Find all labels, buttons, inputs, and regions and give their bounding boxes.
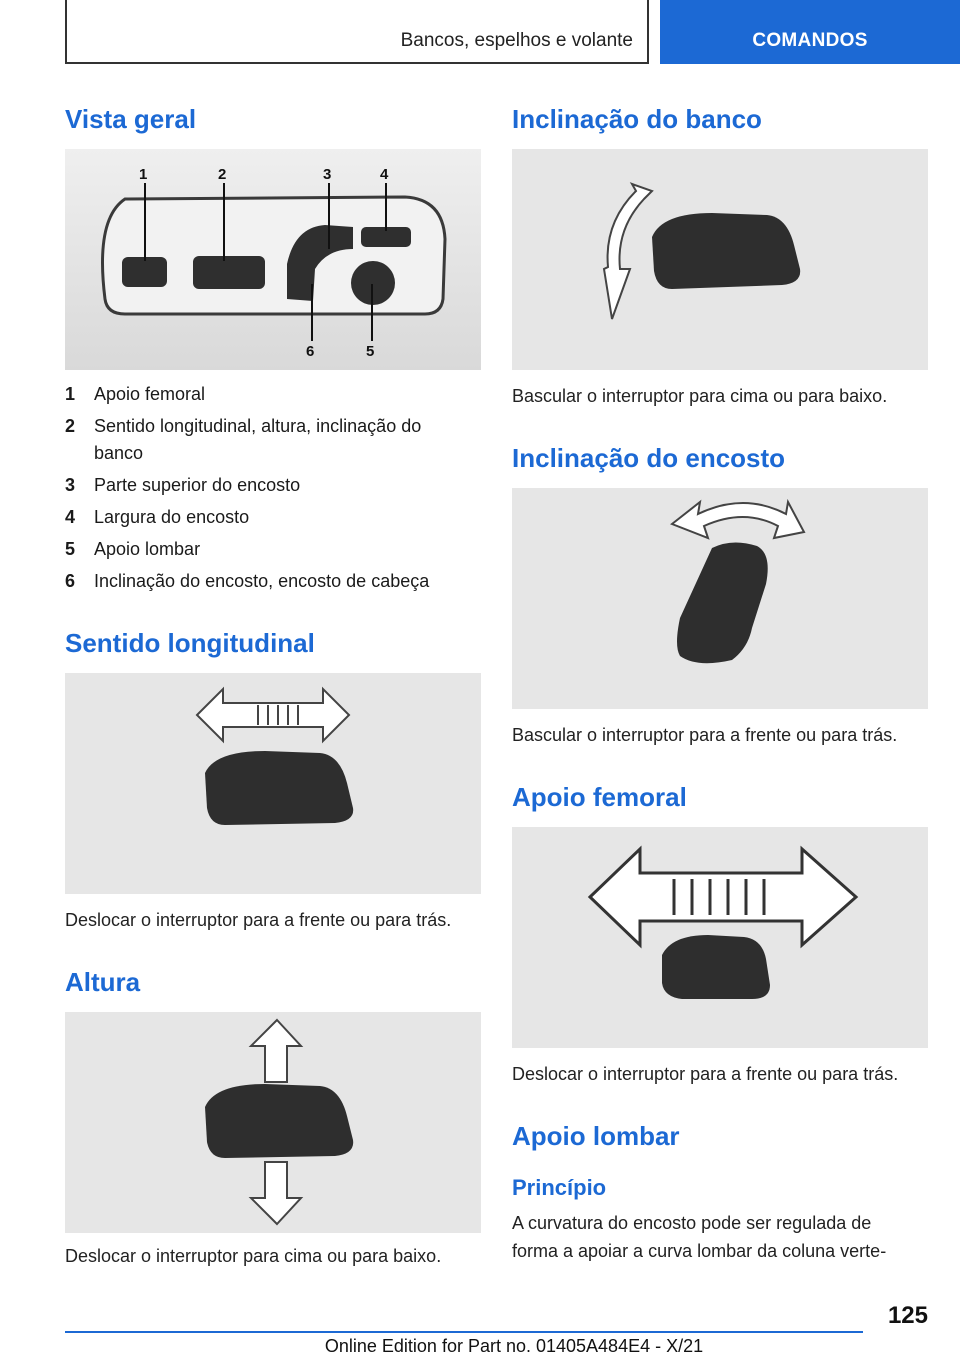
callout-5: 5 <box>366 343 375 360</box>
heading-height: Altura <box>65 967 141 997</box>
caption-height: Deslocar o interruptor para cima ou para baixo. <box>65 1246 442 1266</box>
heading-seat-tilt: Inclinação do banco <box>512 104 762 134</box>
callout-4: 4 <box>380 166 389 183</box>
subheading-principle: Princípio <box>512 1175 607 1200</box>
paragraph-lumbar: A curvatura do encosto pode ser regulada de forma a apoiar a curva lombar da coluna verte- <box>512 1213 887 1261</box>
header-chapter-label: COMANDOS <box>752 30 868 51</box>
item-number: 2 <box>65 416 76 436</box>
footer-divider <box>65 1331 863 1333</box>
caption-thigh-support: Deslocar o interruptor para a frente ou para trás. <box>512 1064 899 1084</box>
thigh-support-switch-illustration <box>512 827 928 1048</box>
heading-overview: Vista geral <box>65 104 197 134</box>
callout-1: 1 <box>139 166 148 183</box>
footer-edition: Online Edition for Part no. 01405A484E4 - X/21 <box>324 1336 704 1356</box>
figure-seat-controls-overview <box>65 149 481 370</box>
item-text: Apoio lombar <box>94 539 201 559</box>
caption-longitudinal: Deslocar o interruptor para a frente ou para trás. <box>65 910 452 930</box>
callout-6: 6 <box>306 343 315 360</box>
heading-longitudinal: Sentido longitudinal <box>65 628 315 658</box>
height-switch-illustration <box>65 1012 481 1233</box>
caption-seat-tilt: Bascular o interruptor para cima ou para baixo. <box>512 386 888 406</box>
seat-tilt-switch-illustration <box>512 149 928 370</box>
callout-3: 3 <box>323 166 332 183</box>
figure-backrest-tilt <box>512 488 928 709</box>
seat-controls-illustration <box>65 149 481 370</box>
figure-thigh-support <box>512 827 928 1048</box>
item-text: Inclinação do encosto, encosto de cabeça <box>94 571 430 591</box>
item-text: Parte superior do encosto <box>94 475 301 495</box>
figure-longitudinal <box>65 673 481 894</box>
heading-lumbar: Apoio lombar <box>512 1121 680 1151</box>
caption-backrest-tilt: Bascular o interruptor para a frente ou para trás. <box>512 725 898 745</box>
heading-thigh-support: Apoio femoral <box>512 782 687 812</box>
item-number: 4 <box>65 507 76 527</box>
figure-height <box>65 1012 481 1233</box>
figure-seat-tilt <box>512 149 928 370</box>
item-number: 3 <box>65 475 76 495</box>
header-chapter-tab[interactable] <box>660 0 960 64</box>
item-text: Sentido longitudinal, altura, inclinação do banco <box>94 416 422 463</box>
item-text: Apoio femoral <box>94 384 206 404</box>
page-number: 125 <box>887 1302 928 1329</box>
longitudinal-switch-illustration <box>65 673 481 894</box>
item-number: 1 <box>65 384 76 404</box>
item-text: Largura do encosto <box>94 507 250 527</box>
heading-backrest-tilt: Inclinação do encosto <box>512 443 786 473</box>
callout-2: 2 <box>218 166 227 183</box>
backrest-tilt-switch-illustration <box>512 488 928 709</box>
header-section-title: Bancos, espelhos e volante <box>400 30 633 51</box>
item-number: 5 <box>65 539 76 559</box>
header-section-box <box>65 0 649 64</box>
item-number: 6 <box>65 571 76 591</box>
